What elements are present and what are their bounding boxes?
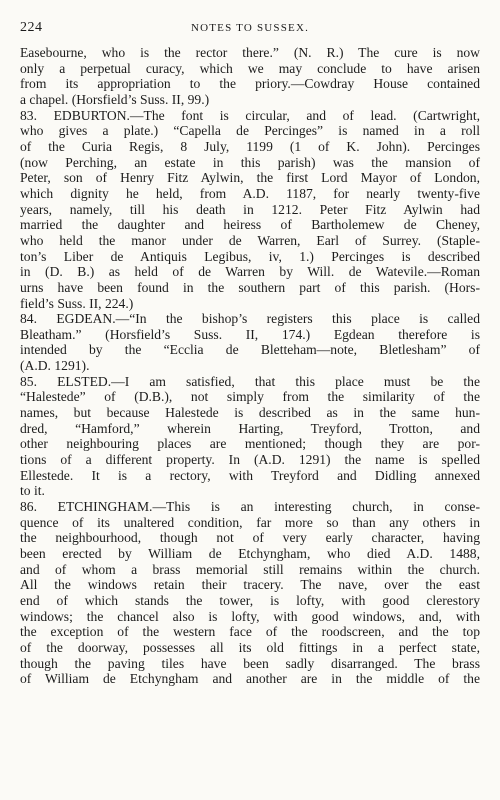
text-line: of the Curia Regis, 8 July, 1199 (1 of K. John). Percinges: [20, 138, 480, 154]
text-line: (A.D. 1291).: [20, 358, 90, 374]
text-line: urns have been found in the southern part of this parish. (Hors-: [20, 279, 480, 295]
text-line: Peter, son of Henry Fitz Aylwin, the first Lord Mayor of London,: [20, 170, 480, 186]
body-text: [20, 45, 480, 687]
text-line: “Halestede” of (D.B.), not simply from the similarity of the: [20, 389, 480, 405]
text-line: who gives a plate.) “Capella de Percinges” is named in a roll: [20, 123, 480, 139]
text-line: field’s Suss. II, 224.): [20, 295, 134, 311]
text-line: in (D. B.) as held of de Warren by Will. de Watevile.—Roman: [20, 264, 480, 280]
text-line: 86. ETCHINGHAM.—This is an interesting church, in conse-: [20, 499, 480, 515]
text-line: 85. ELSTED.—I am satisfied, that this place must be the: [20, 373, 480, 389]
text-line: (now Perching, an estate in this parish) was the mansion of: [20, 154, 480, 170]
text-line: dred, “Hamford,” wherein Harting, Treyford, Trotton, and: [20, 420, 480, 436]
text-line: Easebourne, who is the rector there.” (N. R.) The cure is now: [20, 45, 480, 60]
text-line: the neighbourhood, though not of very early character, having: [20, 530, 480, 546]
text-line: tions of a different property. In (A.D. 1291) the name is spelled: [20, 452, 480, 468]
text-line: from its appropriation to the priory.—Cowdray House contained: [20, 76, 480, 92]
text-line: of William de Etchyngham and another are in the middle of the: [20, 671, 480, 687]
text-line: which dignity he held, from A.D. 1187, for nearly twenty-five: [20, 185, 480, 201]
text-line: names, but because Halestede is described as in the same hun-: [20, 405, 480, 421]
text-line: 83. EDBURTON.—The font is circular, and of lead. (Cartwright,: [20, 107, 480, 123]
text-line: intended by the “Ecclia de Bletteham—note, Bletlesham” of: [20, 342, 480, 358]
text-line: windows; the chancel also is lofty, with good windows, and, with: [20, 608, 480, 624]
running-head: NOTES TO SUSSEX.: [190, 22, 310, 34]
text-line: the exception of the western face of the roodscreen, and the top: [20, 624, 480, 640]
text-line: a chapel. (Horsfield’s Suss. II, 99.): [20, 91, 210, 107]
text-line: though the paving tiles have been sadly disarranged. The brass: [20, 655, 480, 671]
text-line: married the daughter and heiress of Bartholemew de Cheney,: [20, 217, 480, 233]
page-header: [20, 20, 480, 42]
text-line: years, namely, till his death in 1212. Peter Fitz Aylwin had: [20, 201, 480, 217]
text-line: been erected by William de Etchyngham, who died A.D. 1488,: [20, 546, 480, 561]
text-line: who held the manor under de Warren, Earl of Surrey. (Staple-: [20, 232, 480, 248]
text-line: quence of its unaltered condition, far more so than any others in: [20, 514, 480, 530]
text-line: and of whom a brass memorial still remains within the church.: [20, 561, 480, 577]
text-line: other neighbouring places are mentioned; though they are por-: [20, 436, 480, 452]
text-line: All the windows retain their tracery. The nave, over the east: [20, 577, 480, 593]
text-line: end of which stands the tower, is lofty, with good clerestory: [20, 592, 480, 608]
text-line: ton’s Liber de Antiquis Legibus, iv, 1.) Percinges is described: [20, 248, 480, 264]
text-line: Bleatham.” (Horsfield’s Suss. II, 174.) Egdean therefore is: [20, 326, 480, 342]
text-line: only a perpetual curacy, which we may conclude to have arisen: [20, 60, 480, 76]
text-line: 84. EGDEAN.—“In the bishop’s registers this place is called: [20, 311, 480, 327]
text-line: of the doorway, possesses all its old fittings in a perfect state,: [20, 639, 480, 655]
page-number: 224: [20, 20, 43, 35]
text-line: to it.: [20, 483, 45, 499]
text-line: Ellestede. It is a rectory, with Treyford and Didling annexed: [20, 467, 480, 483]
